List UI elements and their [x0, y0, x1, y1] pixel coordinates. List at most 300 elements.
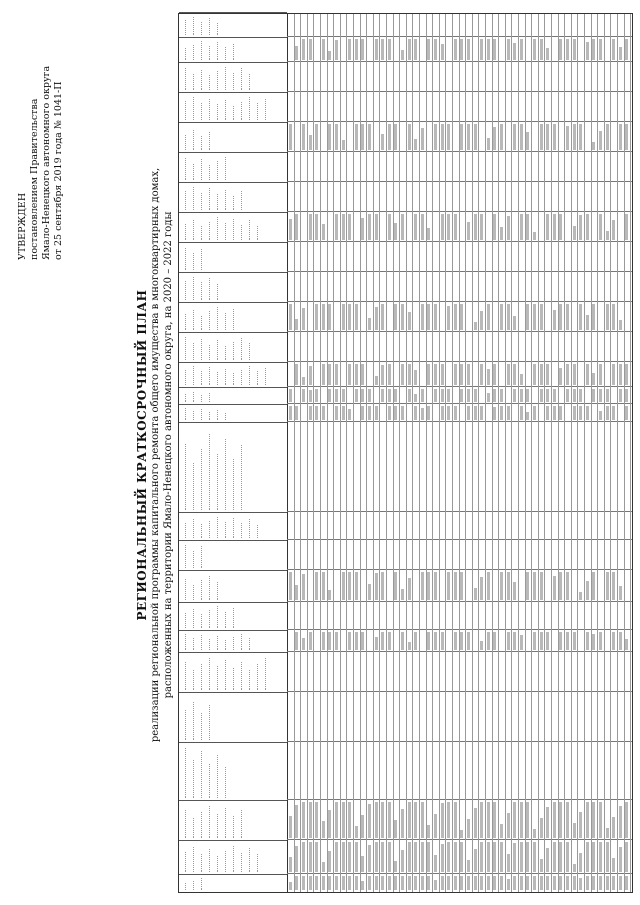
cell-placeholder: [361, 815, 364, 838]
cell-placeholder: [592, 39, 595, 60]
cell-placeholder: [612, 572, 615, 600]
cell-placeholder: [328, 124, 331, 150]
header-cell: [179, 742, 287, 800]
cell-placeholder: [592, 634, 595, 650]
cell-placeholder: [460, 364, 463, 385]
cell-placeholder: [361, 406, 364, 420]
cell-placeholder: [606, 828, 609, 838]
header-text-placeholder: [229, 373, 234, 385]
cell-placeholder: [408, 876, 411, 890]
cell-placeholder: [408, 842, 411, 872]
header-text-placeholder: [197, 41, 202, 60]
header-text-placeholder: [181, 710, 186, 740]
cell-placeholder: [606, 389, 609, 402]
cell-placeholder: [447, 214, 450, 240]
cell-placeholder: [606, 304, 609, 330]
cell-placeholder: [289, 816, 292, 838]
cell-placeholder: [612, 858, 615, 872]
header-text-placeholder: [221, 346, 226, 360]
header-text-placeholder: [213, 606, 218, 628]
cell-placeholder: [566, 876, 569, 890]
cell-placeholder: [421, 304, 424, 330]
header-cell: [179, 602, 287, 630]
header-text-placeholder: [261, 659, 266, 691]
cell-placeholder: [487, 572, 490, 600]
header-text-placeholder: [181, 370, 186, 385]
cell-placeholder: [302, 389, 305, 402]
cell-placeholder: [533, 39, 536, 60]
cell-placeholder: [460, 632, 463, 650]
cell-placeholder: [315, 214, 318, 240]
header-text-placeholder: [197, 316, 202, 330]
cell-placeholder: [573, 39, 576, 60]
cell-placeholder: [348, 632, 351, 650]
cell-placeholder: [566, 126, 569, 150]
cell-placeholder: [592, 389, 595, 402]
cell-placeholder: [454, 842, 457, 872]
cell-placeholder: [394, 820, 397, 838]
header-text-placeholder: [197, 751, 202, 798]
cell-placeholder: [566, 632, 569, 650]
header-text-placeholder: [221, 47, 226, 60]
cell-placeholder: [368, 406, 371, 420]
cell-placeholder: [408, 312, 411, 330]
cell-placeholder: [447, 572, 450, 600]
header-text-placeholder: [221, 660, 226, 690]
cell-placeholder: [606, 842, 609, 872]
cell-placeholder: [526, 842, 529, 872]
cell-placeholder: [447, 802, 450, 838]
cell-placeholder: [573, 876, 576, 890]
cell-placeholder: [474, 876, 477, 890]
cell-placeholder: [579, 389, 582, 402]
cell-placeholder: [447, 124, 450, 150]
cell-placeholder: [546, 389, 549, 402]
cell-placeholder: [520, 214, 523, 240]
header-text-placeholder: [181, 68, 186, 90]
header-text-placeholder: [213, 636, 218, 650]
header-text-placeholder: [221, 851, 226, 872]
header-text-placeholder: [181, 852, 186, 872]
cell-placeholder: [427, 876, 430, 890]
cell-placeholder: [474, 849, 477, 872]
cell-placeholder: [553, 876, 556, 890]
header-text-placeholder: [245, 638, 250, 650]
cell-placeholder: [401, 809, 404, 838]
cell-placeholder: [388, 802, 391, 838]
cell-placeholder: [361, 881, 364, 890]
header-text-placeholder: [205, 312, 210, 331]
cell-placeholder: [361, 218, 364, 240]
cell-placeholder: [533, 876, 536, 890]
cell-placeholder: [467, 860, 470, 872]
header-cell: [179, 404, 287, 422]
cell-placeholder: [586, 406, 589, 420]
cell-placeholder: [474, 214, 477, 240]
header-text-placeholder: [213, 341, 218, 361]
header-text-placeholder: [197, 136, 202, 150]
cell-placeholder: [520, 802, 523, 838]
header-text-placeholder: [253, 103, 258, 120]
cell-placeholder: [309, 214, 312, 240]
cell-placeholder: [427, 364, 430, 385]
cell-placeholder: [460, 842, 463, 872]
cell-placeholder: [625, 39, 628, 60]
header-text-placeholder: [189, 411, 194, 420]
cell-placeholder: [295, 805, 298, 838]
header-cell: [179, 122, 287, 152]
cell-placeholder: [328, 590, 331, 600]
cell-placeholder: [289, 304, 292, 330]
cell-placeholder: [573, 364, 576, 385]
cell-placeholder: [592, 142, 595, 150]
cell-placeholder: [394, 572, 397, 600]
header-text-placeholder: [189, 187, 194, 210]
header-cell: [179, 182, 287, 212]
cell-placeholder: [559, 876, 562, 890]
cell-placeholder: [480, 311, 483, 330]
cell-placeholder: [441, 844, 444, 872]
cell-placeholder: [408, 124, 411, 150]
cell-placeholder: [540, 304, 543, 330]
cell-placeholder: [500, 572, 503, 600]
header-text-placeholder: [221, 767, 226, 798]
header-text-placeholder: [205, 132, 210, 150]
cell-placeholder: [612, 39, 615, 60]
header-cell: [179, 272, 287, 302]
cell-placeholder: [342, 572, 345, 600]
header-cell: [179, 800, 287, 840]
cell-placeholder: [454, 802, 457, 838]
cell-placeholder: [361, 39, 364, 60]
cell-placeholder: [368, 389, 371, 402]
header-text-placeholder: [229, 342, 234, 360]
cell-placeholder: [559, 368, 562, 385]
header-text-placeholder: [237, 69, 242, 91]
header-text-placeholder: [189, 609, 194, 628]
cell-placeholder: [368, 804, 371, 838]
cell-placeholder: [487, 876, 490, 890]
cell-placeholder: [513, 389, 516, 402]
cell-placeholder: [487, 632, 490, 650]
header-text-placeholder: [237, 634, 242, 650]
cell-placeholder: [434, 304, 437, 330]
cell-placeholder: [553, 842, 556, 872]
header-cell: [179, 692, 287, 742]
cell-placeholder: [540, 818, 543, 838]
header-text-placeholder: [189, 847, 194, 872]
cell-placeholder: [513, 876, 516, 890]
cell-placeholder: [394, 304, 397, 330]
cell-placeholder: [414, 370, 417, 385]
header-text-placeholder: [197, 812, 202, 838]
header-text-placeholder: [189, 818, 194, 838]
header-cell: [179, 62, 287, 92]
cell-placeholder: [533, 406, 536, 420]
cell-placeholder: [361, 389, 364, 402]
cell-placeholder: [625, 389, 628, 402]
cell-placeholder: [533, 829, 536, 838]
cell-placeholder: [460, 572, 463, 600]
header-text-placeholder: [237, 662, 242, 690]
cell-placeholder: [394, 223, 397, 240]
header-text-placeholder: [261, 368, 266, 385]
cell-placeholder: [540, 572, 543, 600]
approval-line-4: от 25 сентября 2019 года № 1041-П: [53, 81, 64, 260]
cell-placeholder: [579, 878, 582, 890]
cell-placeholder: [427, 228, 430, 240]
cell-placeholder: [507, 304, 510, 330]
cell-placeholder: [612, 364, 615, 385]
header-cell: [179, 630, 287, 652]
cell-placeholder: [520, 842, 523, 872]
cell-placeholder: [414, 39, 417, 60]
cell-placeholder: [414, 632, 417, 650]
cell-placeholder: [513, 364, 516, 385]
cell-placeholder: [625, 406, 628, 420]
cell-placeholder: [619, 876, 622, 890]
cell-placeholder: [520, 374, 523, 385]
header-text-placeholder: [197, 635, 202, 650]
header-text-placeholder: [253, 371, 258, 385]
header-text-placeholder: [181, 20, 186, 35]
cell-placeholder: [315, 802, 318, 838]
cell-placeholder: [474, 406, 477, 420]
cell-placeholder: [441, 364, 444, 385]
cell-placeholder: [592, 842, 595, 872]
cell-placeholder: [454, 632, 457, 650]
cell-placeholder: [381, 389, 384, 402]
cell-placeholder: [381, 134, 384, 150]
cell-placeholder: [599, 842, 602, 872]
header-text-placeholder: [205, 165, 210, 180]
cell-placeholder: [421, 572, 424, 600]
cell-placeholder: [328, 876, 331, 890]
cell-placeholder: [592, 802, 595, 838]
cell-placeholder: [381, 304, 384, 330]
cell-placeholder: [348, 842, 351, 872]
header-cell: [179, 302, 287, 332]
cell-placeholder: [368, 214, 371, 240]
header-cell: [179, 362, 287, 387]
header-text-placeholder: [253, 226, 258, 240]
cell-placeholder: [342, 842, 345, 872]
cell-placeholder: [454, 572, 457, 600]
header-text-placeholder: [181, 225, 186, 241]
header-text-placeholder: [229, 608, 234, 628]
header-text-placeholder: [245, 848, 250, 872]
cell-placeholder: [414, 802, 417, 838]
cell-placeholder: [573, 124, 576, 150]
cell-placeholder: [625, 876, 628, 890]
header-text-placeholder: [213, 582, 218, 600]
cell-placeholder: [467, 406, 470, 420]
cell-placeholder: [454, 304, 457, 330]
header-text-placeholder: [221, 369, 226, 385]
cell-placeholder: [309, 135, 312, 150]
cell-placeholder: [619, 364, 622, 385]
cell-placeholder: [295, 319, 298, 330]
cell-placeholder: [381, 876, 384, 890]
header-cell: [179, 422, 287, 512]
cell-placeholder: [322, 406, 325, 420]
cell-placeholder: [493, 214, 496, 240]
header-text-placeholder: [205, 76, 210, 91]
cell-placeholder: [546, 848, 549, 872]
cell-placeholder: [526, 304, 529, 330]
cell-placeholder: [394, 124, 397, 150]
cell-placeholder: [559, 572, 562, 600]
cell-placeholder: [289, 406, 292, 420]
cell-placeholder: [474, 808, 477, 838]
cell-placeholder: [355, 842, 358, 872]
cell-placeholder: [474, 389, 477, 402]
header-text-placeholder: [189, 17, 194, 35]
cell-placeholder: [573, 389, 576, 402]
cell-placeholder: [507, 813, 510, 838]
cell-placeholder: [401, 50, 404, 60]
cell-placeholder: [328, 51, 331, 60]
header-text-placeholder: [205, 658, 210, 690]
cell-placeholder: [388, 842, 391, 872]
header-cell: [179, 387, 287, 404]
header-text-placeholder: [221, 157, 226, 180]
cell-placeholder: [348, 572, 351, 600]
cell-placeholder: [401, 632, 404, 650]
header-text-placeholder: [197, 614, 202, 628]
plan-table: [178, 13, 633, 893]
cell-placeholder: [559, 304, 562, 330]
cell-placeholder: [526, 876, 529, 890]
cell-placeholder: [480, 364, 483, 385]
cell-placeholder: [302, 308, 305, 330]
header-text-placeholder: [197, 371, 202, 385]
cell-placeholder: [586, 842, 589, 872]
cell-placeholder: [355, 389, 358, 402]
cell-placeholder: [500, 304, 503, 330]
header-text-placeholder: [181, 248, 186, 270]
cell-placeholder: [348, 304, 351, 330]
cell-placeholder: [414, 842, 417, 872]
cell-placeholder: [507, 632, 510, 650]
document-subtitle-1: реализации региональной программы капитального ремонта общего имущества в многоквартирных домах,: [150, 167, 161, 743]
cell-placeholder: [480, 577, 483, 600]
cell-placeholder: [480, 641, 483, 650]
cell-placeholder: [441, 406, 444, 420]
cell-placeholder: [335, 40, 338, 60]
header-text-placeholder: [189, 638, 194, 650]
cell-placeholder: [540, 39, 543, 60]
header-text-placeholder: [221, 313, 226, 330]
cell-placeholder: [388, 39, 391, 60]
cell-placeholder: [447, 389, 450, 402]
cell-placeholder: [487, 304, 490, 330]
cell-placeholder: [625, 214, 628, 240]
cell-placeholder: [322, 821, 325, 838]
header-text-placeholder: [245, 221, 250, 241]
cell-placeholder: [322, 632, 325, 650]
cell-placeholder: [289, 219, 292, 240]
cell-placeholder: [586, 214, 589, 240]
cell-placeholder: [394, 406, 397, 420]
cell-placeholder: [507, 572, 510, 600]
cell-placeholder: [361, 856, 364, 872]
cell-placeholder: [493, 632, 496, 650]
header-text-placeholder: [189, 760, 194, 798]
header-text-placeholder: [205, 764, 210, 798]
cell-placeholder: [315, 124, 318, 150]
cell-placeholder: [559, 842, 562, 872]
cell-placeholder: [289, 124, 292, 150]
cell-placeholder: [368, 584, 371, 600]
approval-line-3: Ямало-Ненецкого автономного округа: [41, 65, 52, 260]
header-text-placeholder: [213, 161, 218, 180]
cell-placeholder: [388, 389, 391, 402]
cell-placeholder: [493, 407, 496, 420]
cell-placeholder: [388, 214, 391, 240]
cell-placeholder: [309, 842, 312, 872]
cell-placeholder: [487, 138, 490, 150]
header-cell: [179, 512, 287, 540]
header-text-placeholder: [197, 283, 202, 301]
header-text-placeholder: [205, 412, 210, 420]
cell-placeholder: [480, 39, 483, 60]
cell-placeholder: [335, 406, 338, 420]
cell-placeholder: [295, 364, 298, 385]
cell-placeholder: [612, 876, 615, 890]
cell-placeholder: [401, 364, 404, 385]
cell-placeholder: [507, 216, 510, 240]
header-text-placeholder: [189, 74, 194, 90]
cell-placeholder: [579, 812, 582, 838]
cell-placeholder: [388, 124, 391, 150]
cell-placeholder: [348, 39, 351, 60]
cell-placeholder: [295, 214, 298, 240]
header-cell: [179, 152, 287, 182]
header-text-placeholder: [197, 547, 202, 569]
cell-placeholder: [408, 364, 411, 385]
cell-placeholder: [295, 876, 298, 890]
header-text-placeholder: [189, 45, 194, 60]
cell-placeholder: [606, 572, 609, 600]
cell-placeholder: [507, 364, 510, 385]
cell-placeholder: [480, 406, 483, 420]
cell-placeholder: [546, 364, 549, 385]
cell-placeholder: [500, 389, 503, 402]
cell-placeholder: [388, 364, 391, 385]
cell-placeholder: [460, 876, 463, 890]
header-text-placeholder: [229, 637, 234, 650]
cell-placeholder: [606, 876, 609, 890]
cell-placeholder: [427, 632, 430, 650]
cell-placeholder: [348, 802, 351, 838]
cell-placeholder: [592, 572, 595, 600]
cell-placeholder: [434, 814, 437, 838]
cell-placeholder: [619, 389, 622, 402]
cell-placeholder: [289, 572, 292, 600]
cell-placeholder: [408, 39, 411, 60]
cell-placeholder: [579, 592, 582, 600]
cell-placeholder: [619, 47, 622, 60]
cell-placeholder: [553, 310, 556, 330]
cell-placeholder: [619, 586, 622, 600]
cell-placeholder: [540, 124, 543, 150]
header-text-placeholder: [229, 518, 234, 538]
cell-placeholder: [599, 364, 602, 385]
cell-placeholder: [493, 364, 496, 385]
header-text-placeholder: [189, 254, 194, 271]
header-text-placeholder: [253, 854, 258, 872]
